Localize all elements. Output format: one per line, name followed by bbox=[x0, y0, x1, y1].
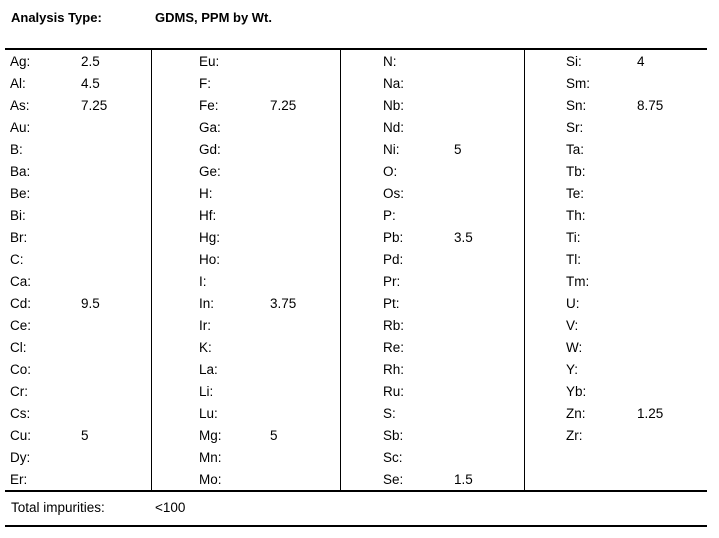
element-symbol: Tb: bbox=[566, 164, 586, 179]
element-symbol: Sc: bbox=[383, 450, 403, 465]
element-symbol: Zn: bbox=[566, 406, 586, 421]
element-symbol: Y: bbox=[566, 362, 579, 377]
element-symbol: Tm: bbox=[566, 274, 590, 289]
element-symbol: U: bbox=[566, 296, 580, 311]
table-top-rule bbox=[5, 48, 707, 50]
element-symbol: Ti: bbox=[566, 230, 581, 245]
element-value: 5 bbox=[270, 428, 278, 443]
analysis-type-label: Analysis Type: bbox=[11, 10, 102, 25]
element-symbol: Be: bbox=[10, 186, 31, 201]
element-symbol: Ho: bbox=[199, 252, 221, 267]
element-symbol: Yb: bbox=[566, 384, 587, 399]
element-symbol: Sn: bbox=[566, 98, 587, 113]
element-symbol: Hg: bbox=[199, 230, 221, 245]
element-symbol: Se: bbox=[383, 472, 404, 487]
element-symbol: Nd: bbox=[383, 120, 405, 135]
element-symbol: Pb: bbox=[383, 230, 404, 245]
element-symbol: K: bbox=[199, 340, 212, 355]
element-value: 3.75 bbox=[270, 296, 297, 311]
element-symbol: Mn: bbox=[199, 450, 222, 465]
column-divider-3 bbox=[524, 49, 525, 490]
footer-bottom-rule bbox=[5, 525, 707, 527]
element-symbol: Na: bbox=[383, 76, 405, 91]
element-symbol: Cs: bbox=[10, 406, 31, 421]
element-symbol: Gd: bbox=[199, 142, 221, 157]
element-symbol: Li: bbox=[199, 384, 214, 399]
element-symbol: Ta: bbox=[566, 142, 585, 157]
element-value: 9.5 bbox=[81, 296, 100, 311]
element-symbol: Ce: bbox=[10, 318, 32, 333]
element-symbol: Ba: bbox=[10, 164, 31, 179]
element-value: 1.25 bbox=[637, 406, 664, 421]
element-symbol: Lu: bbox=[199, 406, 218, 421]
element-symbol: B: bbox=[10, 142, 23, 157]
element-symbol: Ru: bbox=[383, 384, 405, 399]
column-divider-1 bbox=[151, 49, 152, 490]
element-value: 5 bbox=[81, 428, 89, 443]
element-symbol: As: bbox=[10, 98, 30, 113]
element-symbol: Te: bbox=[566, 186, 585, 201]
total-impurities-label: Total impurities: bbox=[11, 500, 105, 515]
element-symbol: Ca: bbox=[10, 274, 32, 289]
element-symbol: W: bbox=[566, 340, 583, 355]
element-symbol: O: bbox=[383, 164, 398, 179]
element-symbol: Al: bbox=[10, 76, 26, 91]
element-value: 3.5 bbox=[454, 230, 473, 245]
element-symbol: Si: bbox=[566, 54, 582, 69]
element-symbol: V: bbox=[566, 318, 579, 333]
element-symbol: Hf: bbox=[199, 208, 217, 223]
element-symbol: F: bbox=[199, 76, 211, 91]
element-symbol: Rh: bbox=[383, 362, 405, 377]
element-symbol: Bi: bbox=[10, 208, 26, 223]
column-divider-2 bbox=[340, 49, 341, 490]
element-value: 7.25 bbox=[270, 98, 297, 113]
element-symbol: S: bbox=[383, 406, 396, 421]
element-symbol: Cr: bbox=[10, 384, 28, 399]
element-value: 4.5 bbox=[81, 76, 100, 91]
element-symbol: Cu: bbox=[10, 428, 32, 443]
element-value: 7.25 bbox=[81, 98, 108, 113]
table-bottom-rule bbox=[5, 490, 707, 492]
element-value: 4 bbox=[637, 54, 645, 69]
element-symbol: Au: bbox=[10, 120, 31, 135]
element-symbol: In: bbox=[199, 296, 215, 311]
element-symbol: Er: bbox=[10, 472, 28, 487]
element-symbol: Tl: bbox=[566, 252, 581, 267]
element-symbol: C: bbox=[10, 252, 24, 267]
element-value: 1.5 bbox=[454, 472, 473, 487]
element-symbol: H: bbox=[199, 186, 213, 201]
total-impurities-value: <100 bbox=[155, 500, 186, 515]
element-symbol: Pd: bbox=[383, 252, 404, 267]
element-symbol: Re: bbox=[383, 340, 405, 355]
element-symbol: Ge: bbox=[199, 164, 221, 179]
element-symbol: Mg: bbox=[199, 428, 222, 443]
element-symbol: Rb: bbox=[383, 318, 405, 333]
element-symbol: Br: bbox=[10, 230, 28, 245]
element-symbol: Dy: bbox=[10, 450, 31, 465]
element-symbol: Zr: bbox=[566, 428, 583, 443]
element-symbol: Ag: bbox=[10, 54, 31, 69]
element-symbol: Th: bbox=[566, 208, 586, 223]
element-symbol: Eu: bbox=[199, 54, 220, 69]
element-symbol: P: bbox=[383, 208, 396, 223]
element-symbol: I: bbox=[199, 274, 207, 289]
element-symbol: Nb: bbox=[383, 98, 405, 113]
element-value: 2.5 bbox=[81, 54, 100, 69]
element-symbol: Ir: bbox=[199, 318, 211, 333]
element-symbol: Sb: bbox=[383, 428, 404, 443]
element-symbol: Os: bbox=[383, 186, 405, 201]
element-symbol: Mo: bbox=[199, 472, 222, 487]
analysis-type-value: GDMS, PPM by Wt. bbox=[155, 10, 272, 25]
element-symbol: N: bbox=[383, 54, 397, 69]
element-value: 8.75 bbox=[637, 98, 664, 113]
element-value: 5 bbox=[454, 142, 462, 157]
element-symbol: Fe: bbox=[199, 98, 219, 113]
element-symbol: Ni: bbox=[383, 142, 400, 157]
element-symbol: Sm: bbox=[566, 76, 591, 91]
element-symbol: Sr: bbox=[566, 120, 584, 135]
element-symbol: La: bbox=[199, 362, 218, 377]
element-symbol: Ga: bbox=[199, 120, 221, 135]
element-symbol: Pt: bbox=[383, 296, 400, 311]
element-symbol: Co: bbox=[10, 362, 32, 377]
element-symbol: Cl: bbox=[10, 340, 27, 355]
element-symbol: Pr: bbox=[383, 274, 401, 289]
element-symbol: Cd: bbox=[10, 296, 32, 311]
